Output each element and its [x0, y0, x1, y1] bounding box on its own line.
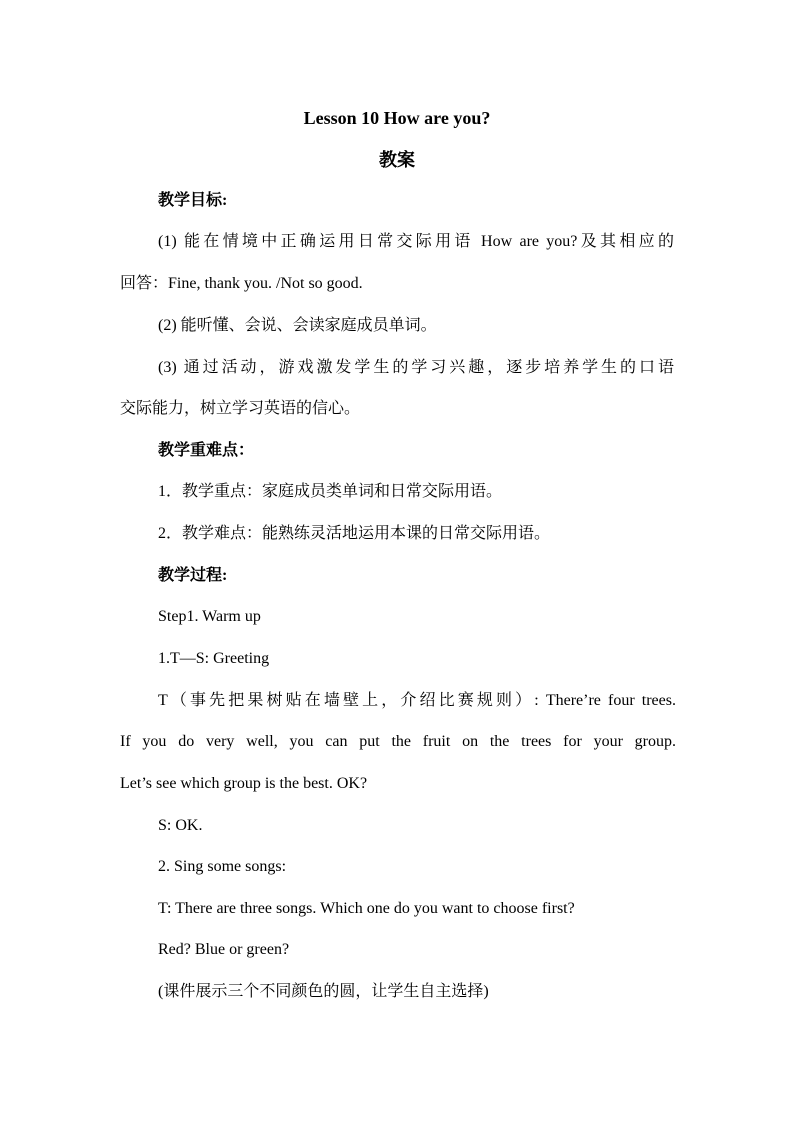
objective-3-line-1: (3) 通过活动，游戏激发学生的学习兴趣，逐步培养学生的口语: [158, 359, 674, 376]
objective-1-line-1: (1) 能在情境中正确运用日常交际用语 How are you?及其相应的: [158, 233, 674, 250]
step-1-item-2: 2. Sing some songs:: [158, 858, 287, 875]
objective-1-line-2: 回答：Fine, thank you. /Not so good.: [120, 275, 363, 292]
objective-2: (2) 能听懂、会说、会读家庭成员单词。: [158, 317, 437, 334]
heading-key-points: 教学重难点：: [158, 442, 255, 459]
heading-objectives: 教学目标:: [158, 192, 228, 209]
heading-process: 教学过程:: [158, 567, 228, 584]
teacher-line-3: Let’s see which group is the best. OK?: [120, 775, 368, 792]
key-point-2: 2．教学难点：能熟练灵活地运用本课的日常交际用语。: [158, 525, 551, 542]
teacher-line-1: T（事先把果树贴在墙壁上，介绍比赛规则）: There’re four trees.: [158, 692, 676, 709]
teacher-line-2: If you do very well, you can put the fruit on the trees for your group.: [120, 733, 676, 750]
student-line: S: OK.: [158, 817, 203, 834]
teacher-2-line-1: T: There are three songs. Which one do you want to choose first?: [158, 900, 575, 917]
courseware-note: (课件展示三个不同颜色的圆，让学生自主选择): [158, 983, 489, 1000]
step-1-heading: Step1. Warm up: [158, 608, 261, 625]
lesson-subtitle: 教案: [379, 150, 415, 170]
step-1-item-1: 1.T—S: Greeting: [158, 650, 270, 667]
objective-3-line-2: 交际能力，树立学习英语的信心。: [120, 400, 361, 417]
key-point-1: 1．教学重点：家庭成员类单词和日常交际用语。: [158, 483, 503, 500]
lesson-title: Lesson 10 How are you?: [303, 108, 491, 128]
teacher-2-line-2: Red? Blue or green?: [158, 941, 290, 958]
